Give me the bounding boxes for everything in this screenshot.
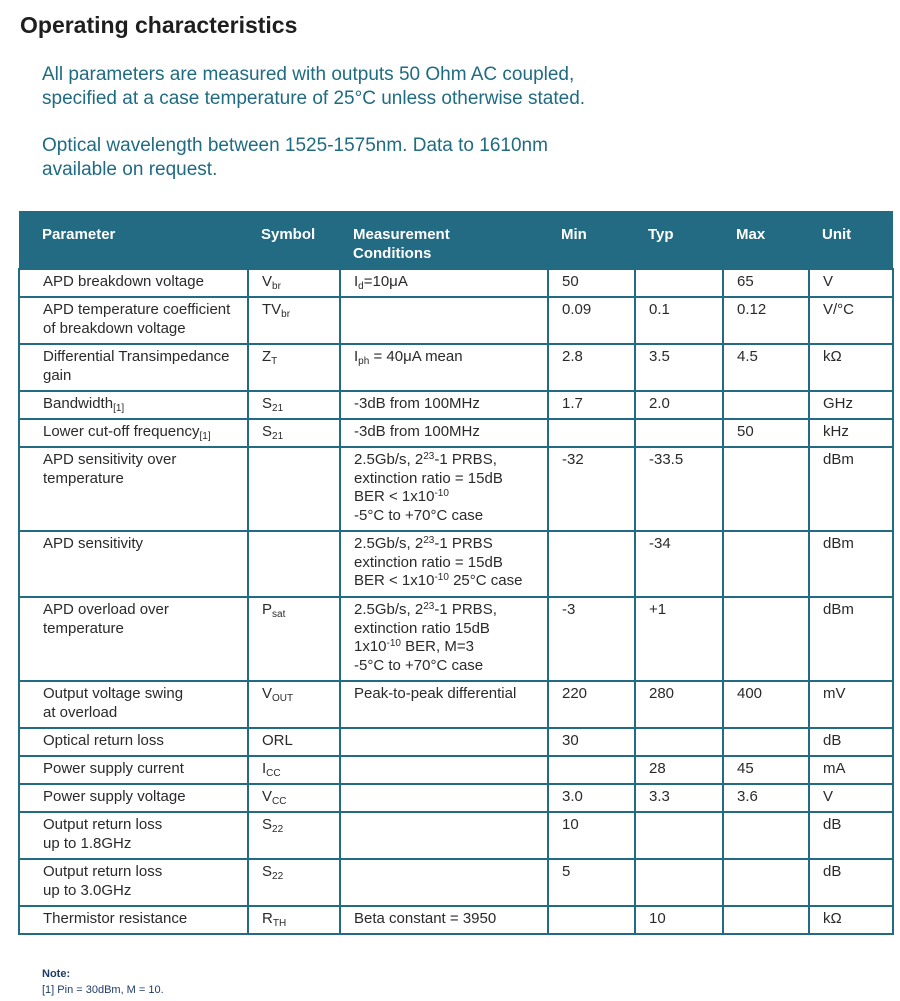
table-row [19, 812, 893, 859]
header-symbol: Symbol [248, 213, 340, 270]
cell-typ: -34 [635, 531, 723, 597]
wavelength-paragraph [42, 134, 548, 182]
cell-typ: -33.5 [635, 447, 723, 531]
cell-typ [635, 728, 723, 756]
cell-symbol: $S_{22}$ [248, 859, 340, 906]
header-max: Max [723, 213, 809, 270]
footnote-label: Note: [42, 968, 71, 980]
cell-max [723, 531, 809, 597]
cell-typ: 10 [635, 906, 723, 934]
header-conditions [340, 213, 548, 270]
cell-symbol: $S_{21}$ [248, 391, 340, 419]
cell-conditions: $I_d=10\mu A$ [340, 269, 548, 297]
cell-max: 400 [723, 681, 809, 728]
cell-conditions: 2.5Gb/s, $2^{23}-1$ PRBS, extinction ratio = 15dB BER < $1x10^{-10}$ -5°C to +70°C case [340, 447, 548, 531]
cell-min: 3.0 [548, 784, 635, 812]
table-row [19, 447, 893, 531]
cell-unit: dBm [809, 447, 893, 531]
cell-max: 45 [723, 756, 809, 784]
cell-parameter: APD temperature coefficient of breakdown voltage [19, 297, 248, 344]
cell-min: 0.09 [548, 297, 635, 344]
cell-conditions: -3dB from 100MHz [340, 419, 548, 447]
cell-max [723, 906, 809, 934]
cell-unit: V [809, 784, 893, 812]
header-parameter: Parameter [19, 213, 248, 270]
cell-typ [635, 859, 723, 906]
cell-unit: dBm [809, 531, 893, 597]
cell-unit: V [809, 269, 893, 297]
cell-unit: kΩ [809, 906, 893, 934]
cell-symbol: $Z_T$ [248, 344, 340, 391]
cell-max [723, 597, 809, 681]
cell-typ: 0.1 [635, 297, 723, 344]
cell-parameter: Differential Transimpedance gain [19, 344, 248, 391]
footnote [42, 966, 164, 998]
cell-conditions: Beta constant = 3950 [340, 906, 548, 934]
cell-min: 2.8 [548, 344, 635, 391]
cell-min: 10 [548, 812, 635, 859]
cell-typ: 3.5 [635, 344, 723, 391]
cell-conditions: -3dB from 100MHz [340, 391, 548, 419]
cell-parameter: Optical return loss [19, 728, 248, 756]
cell-min: 5 [548, 859, 635, 906]
cell-symbol: $V_{OUT}$ [248, 681, 340, 728]
cell-max [723, 447, 809, 531]
cell-conditions [340, 728, 548, 756]
cell-parameter: APD overload over temperature [19, 597, 248, 681]
cell-conditions: Peak-to-peak differential [340, 681, 548, 728]
table-row [19, 681, 893, 728]
cell-parameter: APD sensitivity over temperature [19, 447, 248, 531]
table-row [19, 531, 893, 597]
cell-symbol: $P_{sat}$ [248, 597, 340, 681]
cell-min: 50 [548, 269, 635, 297]
cell-parameter: Power supply current [19, 756, 248, 784]
cell-conditions: 2.5Gb/s, $2^{23}-1$ PRBS, extinction ratio 15dB $1x10^{-10}$ BER, M=3 -5°C to +70°C case [340, 597, 548, 681]
table-row [19, 906, 893, 934]
cell-min [548, 419, 635, 447]
cell-max: 3.6 [723, 784, 809, 812]
cell-symbol [248, 531, 340, 597]
cell-parameter: Thermistor resistance [19, 906, 248, 934]
cell-typ [635, 419, 723, 447]
cell-conditions [340, 859, 548, 906]
cell-parameter: Output return loss up to 3.0GHz [19, 859, 248, 906]
table-row [19, 269, 893, 297]
cell-parameter: APD breakdown voltage [19, 269, 248, 297]
cell-unit: V/°C [809, 297, 893, 344]
table-row [19, 597, 893, 681]
table-header-row [19, 213, 893, 270]
cell-symbol: $S_{21}$ [248, 419, 340, 447]
cell-max [723, 812, 809, 859]
cell-unit: dB [809, 728, 893, 756]
wavelength-line: available on request. [42, 159, 218, 180]
cell-symbol [248, 447, 340, 531]
cell-conditions [340, 756, 548, 784]
cell-max: 0.12 [723, 297, 809, 344]
cell-max: 65 [723, 269, 809, 297]
cell-symbol: $V_{br}$ [248, 269, 340, 297]
cell-typ [635, 812, 723, 859]
cell-unit: dBm [809, 597, 893, 681]
cell-min [548, 756, 635, 784]
footnote-text: [1] Pin = 30dBm, M = 10. [42, 984, 164, 996]
cell-unit: kΩ [809, 344, 893, 391]
table-body [19, 269, 893, 934]
cell-symbol: $TV_{br}$ [248, 297, 340, 344]
table-row [19, 859, 893, 906]
cell-min [548, 906, 635, 934]
cell-typ: 2.0 [635, 391, 723, 419]
page-title: Operating characteristics [20, 12, 298, 38]
cell-unit: dB [809, 812, 893, 859]
cell-min: -32 [548, 447, 635, 531]
cell-parameter: Lower cut-off frequency$_{[1]}$ [19, 419, 248, 447]
cell-min: -3 [548, 597, 635, 681]
cell-conditions: 2.5Gb/s, $2^{23}-1$ PRBS extinction ratio = 15dB BER < $1x10^{-10}$ 25°C case [340, 531, 548, 597]
cell-symbol: $R_{TH}$ [248, 906, 340, 934]
cell-min: 220 [548, 681, 635, 728]
cell-typ: 280 [635, 681, 723, 728]
table-row [19, 391, 893, 419]
cell-parameter: Bandwidth$_{[1]}$ [19, 391, 248, 419]
table-row [19, 419, 893, 447]
cell-min: 30 [548, 728, 635, 756]
cell-typ: 3.3 [635, 784, 723, 812]
wavelength-line: Optical wavelength between 1525-1575nm. Data to 1610nm [42, 135, 548, 156]
header-unit: Unit [809, 213, 893, 270]
characteristics-table [18, 211, 894, 935]
header-min: Min [548, 213, 635, 270]
cell-conditions: $I_{ph} = 40\mu A$ mean [340, 344, 548, 391]
intro-line: specified at a case temperature of 25°C unless otherwise stated. [42, 88, 586, 109]
cell-conditions [340, 297, 548, 344]
cell-symbol: ORL [248, 728, 340, 756]
cell-typ: 28 [635, 756, 723, 784]
intro-line: All parameters are measured with outputs 50 Ohm AC coupled, [42, 64, 575, 85]
table-row [19, 297, 893, 344]
cell-unit: GHz [809, 391, 893, 419]
cell-min: 1.7 [548, 391, 635, 419]
table-row [19, 756, 893, 784]
cell-unit: dB [809, 859, 893, 906]
header-typ: Typ [635, 213, 723, 270]
cell-conditions [340, 812, 548, 859]
cell-max [723, 391, 809, 419]
cell-max: 50 [723, 419, 809, 447]
cell-symbol: $V_{CC}$ [248, 784, 340, 812]
intro-paragraph [42, 63, 585, 111]
table-row [19, 344, 893, 391]
cell-unit: kHz [809, 419, 893, 447]
cell-max [723, 859, 809, 906]
cell-unit: mV [809, 681, 893, 728]
cell-parameter: Output voltage swing at overload [19, 681, 248, 728]
cell-typ: +1 [635, 597, 723, 681]
cell-min [548, 531, 635, 597]
cell-symbol: $S_{22}$ [248, 812, 340, 859]
cell-parameter: APD sensitivity [19, 531, 248, 597]
cell-symbol: $I_{CC}$ [248, 756, 340, 784]
header-conditions-line: Conditions [353, 245, 432, 262]
cell-conditions [340, 784, 548, 812]
cell-unit: mA [809, 756, 893, 784]
header-conditions-line: Measurement [353, 226, 450, 243]
table-row [19, 728, 893, 756]
cell-max: 4.5 [723, 344, 809, 391]
cell-parameter: Power supply voltage [19, 784, 248, 812]
cell-max [723, 728, 809, 756]
cell-typ [635, 269, 723, 297]
table-row [19, 784, 893, 812]
cell-parameter: Output return loss up to 1.8GHz [19, 812, 248, 859]
